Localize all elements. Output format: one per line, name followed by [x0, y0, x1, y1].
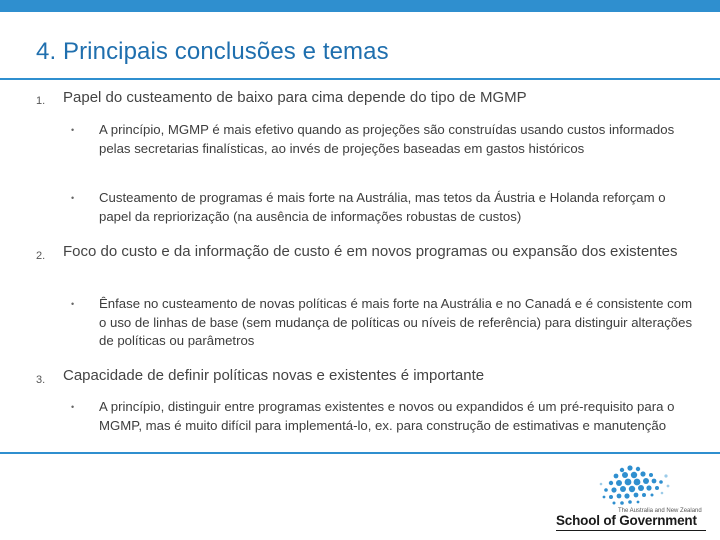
bullet-marker: • — [71, 402, 75, 412]
point-text: Capacidade de definir políticas novas e existentes é importante — [63, 367, 485, 384]
sub-bullet-text: A princípio, MGMP é mais efetivo quando as projeções são construídas usando custos informados pelas secretarias finalísticas, ao invés de projeções baseadas em gastos históricos — [99, 122, 675, 156]
logo-name: School of Government — [556, 513, 697, 528]
point-number: 2. — [36, 250, 46, 262]
footer-divider — [0, 452, 720, 454]
sub-bullet-text: Custeamento de programas é mais forte na Austrália, mas tetos da Áustria e Holanda reforçam o papel da repriorização (na ausência de informações robustas de custos) — [99, 190, 666, 224]
logo-tagline: The Australia and New Zealand — [618, 508, 702, 514]
logo-underline — [556, 530, 706, 531]
point-text: Papel do custeamento de baixo para cima depende do tipo de MGMP — [63, 89, 527, 106]
sub-bullet-text: Ênfase no custeamento de novas políticas é mais forte na Austrália e no Canadá e é consistente com o uso de linhas de base (sem mudança de políticas ou níveis de referência) para distinguir alterações de políticas ou parâmetros — [99, 296, 693, 348]
slide-title: 4. Principais conclusões e temas — [36, 38, 389, 65]
sub-bullet-text: A princípio, distinguir entre programas existentes e novos ou expandidos é um pré-requisito para o MGMP, mas é muito difícil para implementá-lo, ex. para construção de estimativas e manutenção — [99, 399, 675, 433]
bullet-marker: • — [71, 193, 75, 203]
bullet-marker: • — [71, 125, 75, 135]
point-number: 1. — [36, 95, 46, 107]
point-number: 3. — [36, 374, 46, 386]
bullet-marker: • — [71, 299, 75, 309]
point-text: Foco do custo e da informação de custo é em novos programas ou expansão dos existentes — [63, 243, 678, 260]
